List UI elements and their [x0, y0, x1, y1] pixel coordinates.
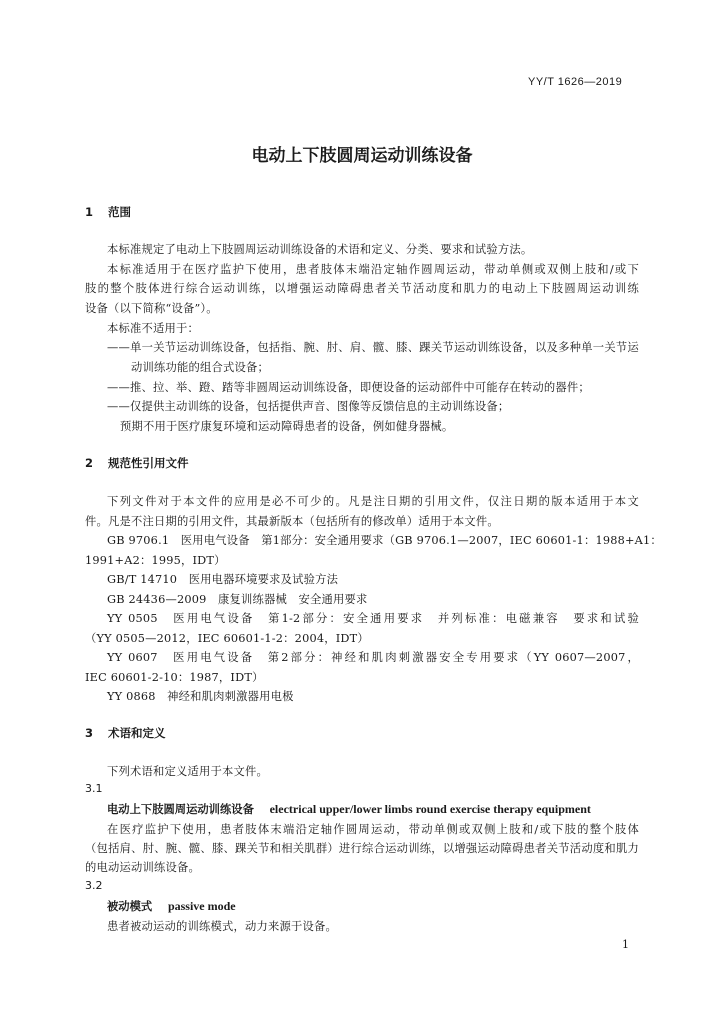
term-english: passive mode: [167, 899, 236, 913]
list-item: ——单一关节运动训练设备，包括指、腕、肘、肩、髋、膝、踝关节运动训练设备，以及多种单一关节运: [107, 341, 639, 354]
section-3-heading: [85, 725, 166, 741]
definition-line: 的电动运动训练设备。: [85, 861, 200, 874]
reference-entry-continuation: IEC 60601-2-10：1987，IDT）: [85, 671, 264, 684]
paragraph-line: 下列术语和定义适用于本文件。: [107, 765, 268, 778]
reference-entry: YY 0868 神经和肌肉刺激器用电极: [107, 690, 294, 703]
paragraph-line: 本标准规定了电动上下肢圆周运动训练设备的术语和定义、分类、要求和试验方法。: [107, 243, 533, 256]
reference-entry-continuation: （YY 0505—2012，IEC 60601-1-2：2004，IDT）: [85, 632, 369, 645]
section-title: 术语和定义: [108, 726, 166, 740]
section-title: 范围: [108, 205, 131, 219]
section-2-heading: [85, 455, 189, 471]
term-number: 3.2: [85, 879, 103, 892]
definition-line: 患者被动运动的训练模式，动力来源于设备。: [107, 920, 337, 933]
paragraph-line: 本标准不适用于：: [107, 322, 199, 335]
reference-entry-continuation: 1991+A2：1995，IDT）: [85, 554, 226, 567]
section-title: 规范性引用文件: [108, 456, 189, 470]
paragraph-line: 下列文件对于本文件的应用是必不可少的。凡是注日期的引用文件，仅注日期的版本适用于本文: [107, 495, 639, 508]
definition-line: （包括肩、肘、腕、髋、膝、踝关节和相关肌群）进行综合运动训练，以增强运动障碍患者关节活动度和肌力: [85, 842, 639, 855]
section-number: 3: [85, 726, 94, 740]
term-chinese: 电动上下肢圆周运动训练设备: [107, 803, 254, 816]
reference-entry: GB 24436—2009 康复训练器械 安全通用要求: [107, 593, 368, 606]
section-number: 1: [85, 205, 94, 219]
term-number: 3.1: [85, 782, 103, 795]
reference-entry: YY 0505 医用电气设备 第1-2部分：安全通用要求 并列标准：电磁兼容 要求和试验: [107, 612, 639, 625]
paragraph-line: 肢的整个肢体进行综合运动训练，以增强运动障碍患者关节活动度和肌力的电动上下肢圆周运动训练: [85, 282, 639, 295]
reference-entry: GB/T 14710 医用电器环境要求及试验方法: [107, 573, 339, 586]
term-chinese: 被动模式: [107, 900, 153, 913]
page-number: 1: [622, 938, 629, 951]
paragraph-line: 设备（以下简称“设备”）。: [85, 302, 218, 315]
term-heading: [107, 898, 236, 914]
definition-line: 在医疗监护下使用，患者肢体末端沿定轴作圆周运动，带动单侧或双侧上肢和/或下肢的整个肢体: [107, 823, 639, 836]
term-english: electrical upper/lower limbs round exercise therapy equipment: [269, 802, 591, 816]
paragraph-line: 件。凡是不注日期的引用文件，其最新版本（包括所有的修改单）适用于本文件。: [85, 515, 499, 528]
standard-number: YY/T 1626—2019: [528, 76, 623, 88]
document-title: 电动上下肢圆周运动训练设备: [251, 146, 473, 166]
list-item: ——推、拉、举、蹬、踏等非圆周运动训练设备，即便设备的运动部件中可能存在转动的器件；: [107, 381, 590, 394]
section-1-heading: [85, 204, 131, 220]
reference-entry: GB 9706.1 医用电气设备 第1部分：安全通用要求（GB 9706.1—2007，IEC 60601-1：1988+A1：: [107, 534, 662, 547]
paragraph-line: 预期不用于医疗康复环境和运动障碍患者的设备，例如健身器械。: [120, 420, 454, 433]
list-item-continuation: 动训练功能的组合式设备；: [131, 361, 269, 374]
section-number: 2: [85, 456, 94, 470]
reference-entry: YY 0607 医用电气设备 第2部分：神经和肌肉刺激器安全专用要求（YY 0607—2007，: [107, 651, 639, 664]
list-item: ——仅提供主动训练的设备，包括提供声音、图像等反馈信息的主动训练设备；: [107, 400, 510, 413]
paragraph-line: 本标准适用于在医疗监护下使用，患者肢体末端沿定轴作圆周运动，带动单侧或双侧上肢和/或下: [107, 263, 639, 276]
term-heading: [107, 801, 591, 817]
